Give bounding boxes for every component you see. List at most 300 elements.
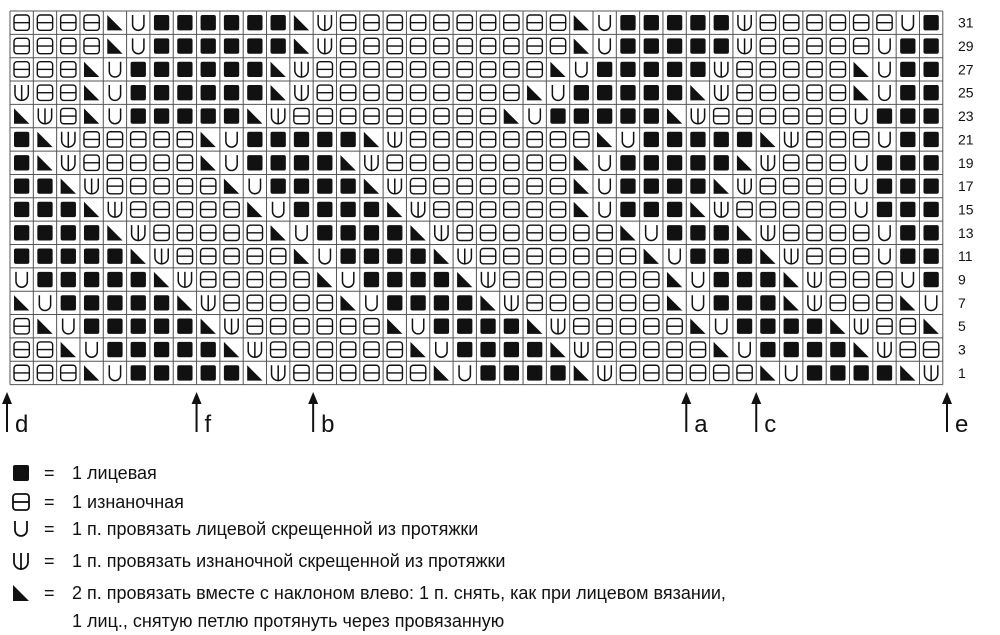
stitch-purl-icon xyxy=(667,365,682,380)
stitch-knit-icon xyxy=(340,202,355,217)
stitch-purl-icon xyxy=(224,202,239,217)
stitch-knit-icon xyxy=(14,249,29,264)
stitch-knit-icon xyxy=(620,108,635,123)
stitch-purl-icon xyxy=(644,342,659,357)
stitch-k2tog-left-icon xyxy=(224,178,239,193)
stitch-purl-icon xyxy=(550,155,565,170)
stitch-purl-icon xyxy=(364,15,379,30)
stitch-purl-twisted-from-bar-icon xyxy=(132,225,145,240)
stitch-purl-icon xyxy=(550,202,565,217)
stitch-purl-icon xyxy=(830,132,845,147)
stitch-knit-icon xyxy=(201,108,216,123)
stitch-purl-twisted-from-bar-icon xyxy=(855,319,868,334)
stitch-knit-icon xyxy=(247,85,262,100)
stitch-knit-icon xyxy=(364,202,379,217)
stitch-purl-twisted-from-bar-icon xyxy=(551,319,564,334)
stitch-purl-icon xyxy=(854,249,869,264)
row-number: 27 xyxy=(958,61,974,78)
stitch-k2tog-left-icon xyxy=(854,342,869,357)
stitch-purl-twisted-from-bar-icon xyxy=(785,249,798,264)
stitch-purl-icon xyxy=(387,108,402,123)
row-number: 29 xyxy=(958,38,974,55)
stitch-purl-icon xyxy=(410,85,425,100)
stitch-purl-icon xyxy=(457,85,472,100)
stitch-knit-icon xyxy=(131,342,146,357)
stitch-k2tog-left-icon xyxy=(737,155,752,170)
stitch-knit-icon xyxy=(923,62,938,77)
stitch-knit-twisted-from-bar-icon xyxy=(226,155,237,170)
stitch-knit-icon xyxy=(923,38,938,53)
marker-label: c xyxy=(764,411,777,438)
stitch-knit-icon xyxy=(340,132,355,147)
stitch-purl-twisted-from-bar-icon xyxy=(108,202,121,217)
stitch-k2tog-left-icon xyxy=(690,319,705,334)
stitch-k2tog-left-icon xyxy=(364,132,379,147)
stitch-purl-icon xyxy=(364,342,379,357)
stitch-knit-icon xyxy=(410,272,425,287)
row-number: 3 xyxy=(958,341,966,358)
stitch-purl-icon xyxy=(177,249,192,264)
row-number: 13 xyxy=(958,224,974,241)
stitch-k2tog-left-icon xyxy=(434,249,449,264)
stitch-purl-icon xyxy=(107,178,122,193)
stitch-knit-icon xyxy=(224,38,239,53)
arrow-up-icon xyxy=(192,392,202,432)
stitch-knit-icon xyxy=(107,342,122,357)
stitch-knit-icon xyxy=(107,319,122,334)
stitch-purl-icon xyxy=(737,85,752,100)
stitch-knit-icon xyxy=(154,342,169,357)
stitch-k2tog-left-icon xyxy=(387,319,402,334)
stitch-purl-twisted-from-bar-icon xyxy=(85,178,98,193)
stitch-purl-icon xyxy=(527,15,542,30)
stitch-knit-icon xyxy=(923,272,938,287)
stitch-purl-icon xyxy=(480,132,495,147)
stitch-purl-twisted-from-bar-icon xyxy=(505,295,518,310)
stitch-knit-icon xyxy=(14,178,29,193)
stitch-k2tog-left-icon xyxy=(340,295,355,310)
stitch-knit-twisted-from-bar-icon xyxy=(599,38,610,53)
stitch-k2tog-left-icon xyxy=(667,295,682,310)
stitch-knit-icon xyxy=(620,85,635,100)
stitch-k2tog-left-icon xyxy=(900,295,915,310)
stitch-purl-icon xyxy=(760,38,775,53)
stitch-knit-twisted-from-bar-icon xyxy=(599,202,610,217)
stitch-purl-icon xyxy=(247,272,262,287)
stitch-knit-icon xyxy=(294,202,309,217)
stitch-purl-icon xyxy=(410,62,425,77)
legend-label-knit: 1 лицевая xyxy=(72,462,157,483)
stitch-knit-icon xyxy=(504,342,519,357)
stitch-purl-icon xyxy=(597,225,612,240)
stitch-purl-icon xyxy=(504,38,519,53)
stitch-purl-twisted-from-bar-icon xyxy=(38,108,51,123)
stitch-purl-icon xyxy=(737,108,752,123)
stitch-purl-icon xyxy=(61,85,76,100)
stitch-knit-twisted-from-bar-icon xyxy=(856,178,867,193)
stitch-purl-icon xyxy=(550,132,565,147)
stitch-knit-twisted-from-bar-icon xyxy=(109,365,120,380)
stitch-purl-icon xyxy=(457,202,472,217)
stitch-purl-icon xyxy=(434,155,449,170)
stitch-k2tog-left-icon xyxy=(527,85,542,100)
stitch-knit-icon xyxy=(201,62,216,77)
stitch-knit-icon xyxy=(61,225,76,240)
stitch-knit-icon xyxy=(923,225,938,240)
stitch-purl-icon xyxy=(690,365,705,380)
stitch-knit-icon xyxy=(737,132,752,147)
stitch-k2tog-left-icon xyxy=(271,62,286,77)
stitch-knit-icon xyxy=(714,15,729,30)
stitch-knit-twisted-from-bar-icon xyxy=(925,295,936,310)
stitch-purl-twisted-from-bar-icon xyxy=(808,272,821,287)
stitch-knit-icon xyxy=(900,155,915,170)
stitch-purl-icon xyxy=(620,319,635,334)
stitch-purl-icon xyxy=(247,295,262,310)
stitch-purl-icon xyxy=(620,249,635,264)
stitch-knit-icon xyxy=(84,225,99,240)
stitch-knit-icon xyxy=(247,15,262,30)
stitch-knit-icon xyxy=(14,202,29,217)
stitch-knit-icon xyxy=(364,225,379,240)
stitch-knit-icon xyxy=(714,155,729,170)
stitch-k2tog-left-icon xyxy=(177,295,192,310)
stitch-knit-twisted-from-bar-icon xyxy=(599,178,610,193)
stitch-purl-icon xyxy=(61,365,76,380)
stitch-purl-icon xyxy=(410,38,425,53)
stitch-k2tog-left-icon xyxy=(620,225,635,240)
stitch-purl-icon xyxy=(131,132,146,147)
marker-d xyxy=(2,392,28,438)
stitch-knit-icon xyxy=(37,249,52,264)
stitch-k2tog-left-icon xyxy=(574,178,589,193)
stitch-knit-twisted-from-bar-icon xyxy=(249,178,260,193)
stitch-knit-twisted-from-bar-icon xyxy=(599,155,610,170)
stitch-knit-icon xyxy=(550,108,565,123)
stitch-knit-icon xyxy=(247,38,262,53)
purl-twisted-icon xyxy=(10,550,32,572)
arrow-up-icon xyxy=(942,392,952,432)
stitch-purl-icon xyxy=(387,38,402,53)
stitch-k2tog-left-icon xyxy=(923,319,938,334)
stitch-purl-icon xyxy=(620,295,635,310)
stitch-purl-icon xyxy=(317,85,332,100)
stitch-knit-icon xyxy=(620,38,635,53)
stitch-knit-icon xyxy=(900,225,915,240)
stitch-knit-icon xyxy=(667,225,682,240)
stitch-knit-icon xyxy=(877,365,892,380)
stitch-k2tog-left-icon xyxy=(247,202,262,217)
stitch-purl-icon xyxy=(224,272,239,287)
stitch-purl-icon xyxy=(527,202,542,217)
stitch-purl-icon xyxy=(387,365,402,380)
stitch-purl-icon xyxy=(480,85,495,100)
stitch-knit-icon xyxy=(480,342,495,357)
stitch-purl-icon xyxy=(271,249,286,264)
stitch-purl-icon xyxy=(620,365,635,380)
stitch-purl-icon xyxy=(550,38,565,53)
stitch-k2tog-left-icon xyxy=(457,272,472,287)
stitch-knit-icon xyxy=(317,155,332,170)
stitch-purl-twisted-from-bar-icon xyxy=(715,85,728,100)
stitch-purl-twisted-from-bar-icon xyxy=(411,202,424,217)
marker-f xyxy=(192,392,212,438)
stitch-knit-icon xyxy=(644,178,659,193)
stitch-purl-icon xyxy=(340,365,355,380)
stitch-knit-icon xyxy=(644,155,659,170)
stitch-purl-icon xyxy=(434,62,449,77)
stitch-knit-icon xyxy=(387,272,402,287)
stitch-purl-icon xyxy=(737,62,752,77)
stitch-knit-icon xyxy=(714,295,729,310)
stitch-purl-icon xyxy=(527,155,542,170)
stitch-purl-twisted-from-bar-icon xyxy=(248,342,261,357)
stitch-k2tog-left-icon xyxy=(574,38,589,53)
stitch-knit-icon xyxy=(154,85,169,100)
stitch-knit-icon xyxy=(877,155,892,170)
stitch-purl-twisted-from-bar-icon xyxy=(272,108,285,123)
stitch-k2tog-left-icon xyxy=(84,108,99,123)
stitch-knit-icon xyxy=(597,108,612,123)
stitch-knit-icon xyxy=(131,365,146,380)
stitch-purl-icon xyxy=(877,319,892,334)
stitch-purl-icon xyxy=(61,62,76,77)
stitch-purl-icon xyxy=(504,155,519,170)
stitch-knit-icon xyxy=(620,178,635,193)
stitch-knit-icon xyxy=(900,38,915,53)
stitch-knit-icon xyxy=(224,108,239,123)
stitch-purl-icon xyxy=(480,225,495,240)
stitch-knit-icon xyxy=(61,295,76,310)
stitch-knit-twisted-from-bar-icon xyxy=(669,249,680,264)
stitch-k2tog-left-icon xyxy=(340,155,355,170)
stitch-knit-icon xyxy=(877,108,892,123)
stitch-purl-icon xyxy=(387,62,402,77)
stitch-purl-icon xyxy=(854,15,869,30)
stitch-knit-icon xyxy=(900,85,915,100)
stitch-knit-icon xyxy=(900,108,915,123)
stitch-knit-icon xyxy=(131,108,146,123)
stitch-knit-icon xyxy=(923,85,938,100)
stitch-purl-twisted-from-bar-icon xyxy=(458,249,471,264)
stitch-purl-icon xyxy=(434,38,449,53)
stitch-knit-icon xyxy=(177,15,192,30)
stitch-purl-icon xyxy=(294,272,309,287)
stitch-knit-icon xyxy=(131,272,146,287)
stitch-purl-icon xyxy=(830,225,845,240)
stitch-purl-icon xyxy=(807,155,822,170)
stitch-knit-twisted-from-bar-icon xyxy=(856,108,867,123)
stitch-purl-icon xyxy=(131,155,146,170)
stitch-purl-icon xyxy=(201,225,216,240)
stitch-purl-twisted-from-bar-icon xyxy=(202,295,215,310)
stitch-purl-icon xyxy=(574,319,589,334)
stitch-k2tog-left-icon xyxy=(410,225,425,240)
stitch-purl-icon xyxy=(597,272,612,287)
stitch-purl-icon xyxy=(644,295,659,310)
stitch-purl-icon xyxy=(364,365,379,380)
stitch-knit-icon xyxy=(923,202,938,217)
stitch-purl-icon xyxy=(84,15,99,30)
stitch-knit-icon xyxy=(620,155,635,170)
stitch-purl-icon xyxy=(830,155,845,170)
stitch-knit-icon xyxy=(644,108,659,123)
stitch-knit-twisted-from-bar-icon xyxy=(576,62,587,77)
stitch-k2tog-left-icon xyxy=(294,249,309,264)
legend-equals: = xyxy=(44,491,55,512)
stitch-knit-icon xyxy=(271,132,286,147)
stitch-knit-icon xyxy=(784,342,799,357)
stitch-purl-icon xyxy=(387,155,402,170)
stitch-purl-icon xyxy=(527,225,542,240)
stitch-purl-icon xyxy=(504,132,519,147)
stitch-k2tog-left-icon xyxy=(61,342,76,357)
stitch-knit-icon xyxy=(644,15,659,30)
stitch-purl-twisted-from-bar-icon xyxy=(62,132,75,147)
stitch-knit-icon xyxy=(37,202,52,217)
stitch-purl-twisted-from-bar-icon xyxy=(295,85,308,100)
stitch-purl-twisted-from-bar-icon xyxy=(318,15,331,30)
stitch-purl-icon xyxy=(784,108,799,123)
stitch-knit-icon xyxy=(317,178,332,193)
stitch-purl-icon xyxy=(574,225,589,240)
stitch-knit-twisted-from-bar-icon xyxy=(622,132,633,147)
stitch-knit-icon xyxy=(690,225,705,240)
stitch-knit-icon xyxy=(900,178,915,193)
stitch-knit-icon xyxy=(690,132,705,147)
stitch-knit-icon xyxy=(877,202,892,217)
stitch-knit-icon xyxy=(201,342,216,357)
stitch-purl-twisted-from-bar-icon xyxy=(295,62,308,77)
stitch-purl-icon xyxy=(877,15,892,30)
stitch-knit-icon xyxy=(271,15,286,30)
stitch-knit-icon xyxy=(923,249,938,264)
stitch-purl-icon xyxy=(527,295,542,310)
stitch-k2tog-left-icon xyxy=(247,365,262,380)
stitch-k2tog-left-icon xyxy=(690,85,705,100)
stitch-purl-icon xyxy=(830,85,845,100)
row-number: 5 xyxy=(958,318,966,335)
stitch-knit-icon xyxy=(714,272,729,287)
stitch-purl-icon xyxy=(201,249,216,264)
stitch-knit-icon xyxy=(177,38,192,53)
stitch-k2tog-left-icon xyxy=(61,178,76,193)
stitch-knit-icon xyxy=(737,272,752,287)
stitch-knit-icon xyxy=(620,62,635,77)
stitch-knit-twisted-from-bar-icon xyxy=(459,365,470,380)
stitch-k2tog-left-icon xyxy=(410,342,425,357)
stitch-knit-twisted-from-bar-icon xyxy=(856,155,867,170)
stitch-knit-icon xyxy=(667,15,682,30)
stitch-k2tog-left-icon xyxy=(854,62,869,77)
stitch-purl-icon xyxy=(807,225,822,240)
stitch-k2tog-left-icon xyxy=(667,108,682,123)
stitch-purl-icon xyxy=(364,62,379,77)
stitch-purl-icon xyxy=(597,319,612,334)
stitch-purl-icon xyxy=(830,178,845,193)
stitch-purl-icon xyxy=(61,38,76,53)
stitch-purl-icon xyxy=(644,319,659,334)
stitch-k2tog-left-icon xyxy=(690,202,705,217)
marker-e xyxy=(942,392,968,438)
stitch-purl-icon xyxy=(294,319,309,334)
stitch-purl-icon xyxy=(760,202,775,217)
k2tog-left-icon xyxy=(10,582,32,604)
stitch-purl-icon xyxy=(854,295,869,310)
legend-label-knit-twisted: 1 п. провязать лицевой скрещенной из протяжки xyxy=(72,518,479,539)
stitch-purl-icon xyxy=(434,178,449,193)
stitch-purl-icon xyxy=(457,62,472,77)
stitch-knit-icon xyxy=(364,272,379,287)
stitch-k2tog-left-icon xyxy=(247,108,262,123)
stitch-purl-icon xyxy=(854,38,869,53)
knit-stitch-icon xyxy=(10,462,32,484)
stitch-purl-twisted-from-bar-icon xyxy=(62,155,75,170)
stitch-purl-icon xyxy=(714,108,729,123)
stitch-purl-icon xyxy=(434,15,449,30)
stitch-k2tog-left-icon xyxy=(527,319,542,334)
stitch-purl-icon xyxy=(364,108,379,123)
stitch-purl-icon xyxy=(457,178,472,193)
stitch-k2tog-left-icon xyxy=(37,132,52,147)
stitch-knit-icon xyxy=(177,62,192,77)
stitch-purl-icon xyxy=(714,365,729,380)
stitch-purl-icon xyxy=(457,108,472,123)
row-number: 9 xyxy=(958,271,966,288)
stitch-purl-icon xyxy=(807,38,822,53)
stitch-purl-twisted-from-bar-icon xyxy=(272,365,285,380)
stitch-knit-twisted-from-bar-icon xyxy=(879,249,890,264)
stitch-purl-icon xyxy=(784,15,799,30)
stitch-knit-icon xyxy=(294,155,309,170)
stitch-knit-twisted-from-bar-icon xyxy=(879,85,890,100)
marker-label: b xyxy=(321,411,335,438)
stitch-purl-icon xyxy=(644,365,659,380)
stitch-knit-icon xyxy=(154,108,169,123)
stitch-purl-twisted-from-bar-icon xyxy=(715,202,728,217)
stitch-knit-twisted-from-bar-icon xyxy=(879,62,890,77)
stitch-knit-icon xyxy=(131,295,146,310)
stitch-knit-icon xyxy=(527,365,542,380)
stitch-knit-icon xyxy=(177,319,192,334)
stitch-knit-icon xyxy=(784,319,799,334)
stitch-knit-icon xyxy=(387,225,402,240)
stitch-knit-icon xyxy=(760,272,775,287)
stitch-knit-icon xyxy=(620,202,635,217)
stitch-purl-icon xyxy=(457,15,472,30)
stitch-purl-icon xyxy=(527,272,542,287)
stitch-purl-icon xyxy=(340,85,355,100)
stitch-purl-icon xyxy=(480,202,495,217)
stitch-knit-twisted-from-bar-icon xyxy=(109,62,120,77)
stitch-knit-icon xyxy=(14,155,29,170)
stitch-k2tog-left-icon xyxy=(574,15,589,30)
stitch-purl-icon xyxy=(364,85,379,100)
marker-label: f xyxy=(204,411,212,438)
stitch-purl-icon xyxy=(177,178,192,193)
stitch-purl-icon xyxy=(177,132,192,147)
stitch-knit-icon xyxy=(504,319,519,334)
stitch-purl-icon xyxy=(480,108,495,123)
stitch-purl-icon xyxy=(550,272,565,287)
stitch-purl-icon xyxy=(504,178,519,193)
stitch-k2tog-left-icon xyxy=(37,319,52,334)
stitch-knit-icon xyxy=(247,155,262,170)
stitch-purl-twisted-from-bar-icon xyxy=(738,38,751,53)
stitch-purl-icon xyxy=(480,155,495,170)
stitch-knit-icon xyxy=(667,85,682,100)
stitch-knit-twisted-from-bar-icon xyxy=(786,365,797,380)
